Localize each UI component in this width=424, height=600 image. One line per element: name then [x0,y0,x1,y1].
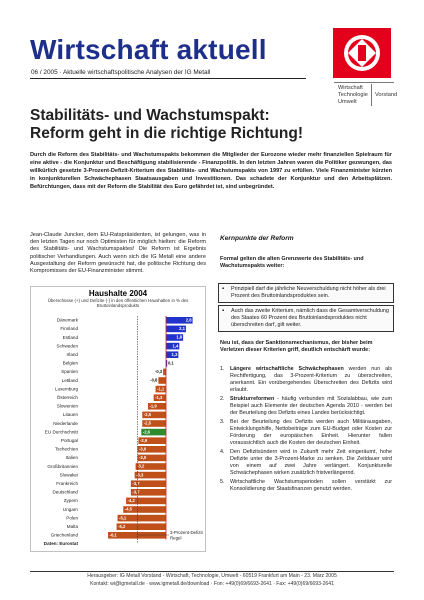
value-label: -2,5 [143,412,151,418]
value-label: -0,3 [154,369,163,375]
value-label: -1,1 [157,386,165,392]
category-label: Tschechien [55,446,78,452]
value-label: -5,2 [118,523,126,529]
reference-label-2: Regel [170,535,182,541]
category-label: EU Durchschnitt [44,429,78,435]
value-label: -0,8 [150,377,158,383]
reform-point: 2. Strukturreformen - häufig verbunden mit Sozialabbau, wie zum Beispiel auch Elemente der deutschen Agenda 2010 - werden bei der Beurteilung des Defizits eines Landes berücksichtigt. [220,396,392,416]
newsletter-title: Wirtschaft aktuell [30,34,267,65]
category-label: Daten: Eurostat [43,541,78,547]
category-label: Großbritannien [47,463,78,469]
logo-rule [334,82,394,83]
lead-paragraph: Durch die Reform des Stabilitäts- und Wachstumspakts bekommen die Mitglieder der Eurozone wieder mehr finanziellen Spielraum für eine aktive - die Konjunktur und Beschäftigung stabilisierende - Finanzpolitik. In den letzten Jahren waren die Politiker gezwungen, das willkürlich gesetzte 3-Prozent-Defizit-Kriterium des Stabilitäts- und Wachstumspakts von 1997 zu erfüllen. Viele Finanzminister kürzten in konjunkturellen Schwächephasen Staatsausgaben und Investitionen. Das schadete der Konjunktur und den Arbeitsplätzen. Befürchtungen, dass mit der Reform die Stabilität des Euro gefährdet ist, sind unbegründet. [30,152,392,190]
value-label: -5,1 [119,515,127,521]
dept-line-2: Technologie [338,92,368,98]
category-label: Italien [65,455,78,461]
value-label: -3,0 [139,446,147,452]
keypoints-list [218,283,394,334]
reform-point: 4. Den Defizitsündern wird in Zukunft mehr Zeit eingeräumt, hohe Defizite unter die 3-Prozent-Marke zu senken. Die Zeitdauer wird von einem auf zwei Jahre verlängert. Konjunkturelle Schwächephasen wirken zusätzlich fristverlängernd. [220,449,392,476]
value-label: -3,3 [136,472,144,478]
chart-subtitle: Überschüsse (+) und Defizite (-) in den öffentlichen Haushalten in % des Bruttoinlandsprodukts [47,298,189,309]
category-label: Frankreich [56,481,78,486]
reform-point: 5. Wirtschaftliche Wachstumsperioden sollen verstärkt zur Konsolidierung der Staatsfinanzen genutzt werden. [220,479,392,492]
value-label: 0,1 [167,360,174,366]
bar [163,369,166,376]
footer-publisher: Herausgeber: IG Metall Vorstand - Wirtschaft, Technologie, Umwelt - 60519 Frankfurt am Main - 23. März 2005 [87,573,337,579]
category-label: Portugal [60,438,78,443]
category-label: Niederlande [53,420,78,426]
category-label: Griechenland [50,532,78,538]
category-label: Zypern [63,498,78,504]
value-label: -3,7 [132,480,140,486]
category-label: Spanien [61,369,78,375]
chart-title: Haushalte 2004 [88,289,148,298]
keypoint-item: ▪ Auch das zweite Kriterium, nämlich dass die Gesamtverschuldung des Staates 60 Prozent des Bruttoinlandsproduktes nicht überschreiten darf, gilt weiter. [218,305,394,332]
category-label: Belgien [62,360,78,366]
bar [158,377,166,384]
category-label: Finnland [60,326,78,332]
value-label: 1,3 [171,351,178,357]
newsletter-subtitle: 06 / 2005 · Aktuelle wirtschaftspolitische Analysen der IG Metall [31,69,211,76]
value-label: -4,2 [127,498,135,504]
category-label: Slowakei [59,472,78,478]
reform-point: 1. Längere wirtschaftliche Schwächephasen werden nun als Rechtfertigung, das 3-Prozent-Kriterium zu überschreiten, anerkannt. Ein vorübergehendes Überschreiten des Defizits wird erlaubt. [220,366,392,393]
value-label: -4,5 [124,506,132,512]
footer-contact: Kontakt: wi@igmetall.de · www.igmetall.de/download · Fon: +49(0)69/6693-2641 · Fax: +49(0)69/6693-2641 [90,581,334,587]
sanctions-lead: Neu ist, dass der Sanktionsmechanismus, der bisher beim Verletzen dieser Kriterien griff, deutlich entschärft wurde: [220,340,373,354]
category-label: Dänemark [56,317,78,323]
dept-line-1: Wirtschaft [338,85,363,91]
value-label: -3,0 [139,455,147,461]
value-label: 2,1 [179,326,185,332]
value-label: -1,3 [155,394,163,400]
headline-line-2: Reform geht in die richtige Richtung! [30,125,303,142]
category-label: Litauen [62,412,78,418]
value-label: -1,9 [149,403,157,409]
header-rule [30,78,306,79]
board-label: Vorstand [375,92,398,98]
intro-paragraph: Jean-Claude Juncker, dem EU-Ratspräsidenten, ist gelungen, was in den letzten Tagen nur noch Optimisten für möglich hielten: die Reform des Stabilitäts- und Wachstumspaktes! Die Reform ist Ergebnis politischer Verhandlungen. Auch wenn sich die IG Metall eine andere Ausgestaltung der Reform gewünscht hat, die politische Richtung des Kompromisses der EU-Finanzminister stimmt. [30,232,206,275]
value-label: -2,9 [139,437,148,443]
value-label: -2,5 [143,420,151,426]
category-label: Polen [66,515,78,521]
category-label: Irland [66,352,78,357]
headline-line-1: Stabilitäts- und Wachstumspakt: [30,107,270,124]
category-label: Ungarn [62,506,78,512]
value-label: -6,1 [109,532,117,538]
category-label: Österreich [56,395,78,400]
keypoints-lead: Formal gelten die alten Grenzwerte des Stabilitäts- und Wachstumspakts weiter: [220,256,364,270]
footer-rule [30,571,394,572]
category-label: Malta [66,524,78,529]
ig-metall-logo [333,28,391,78]
value-label: -2,6 [142,429,151,435]
value-label: 1,4 [172,343,179,349]
dept-line-3: Umwelt [338,99,357,105]
category-label: Luxemburg [55,386,78,392]
keypoints-title: Kernpunkte der Reform [220,235,294,242]
category-label: Slowenien [56,403,78,409]
category-label: Lettland [61,377,78,383]
reference-label: 3-Prozent-Defizit [170,530,203,535]
budget-chart [30,286,206,552]
reform-point: 3. Bei der Beurteilung des Defizits werden auch Militärausgaben, Entwicklungshilfe, Nettobeiträge zum EU-Budget oder Kosten zur Förderung der europäischen Einheit. Hierunter fallen voraussichtlich auch die Kosten der deutschen Einheit. [220,419,392,446]
reform-points-list [220,366,392,495]
category-label: Estland [62,334,78,340]
value-label: -3,2 [137,463,145,469]
logo-separator [371,84,372,106]
keypoint-item: ▪ Prinzipiell darf die jährliche Neuverschuldung nicht höher als drei Prozent des Bruttoinlandsproduktes sein. [218,283,394,303]
value-label: 2,8 [185,317,192,323]
value-label: 1,8 [176,334,183,340]
category-label: Deutschland [52,489,78,495]
category-label: Schweden [56,343,78,349]
value-label: -3,7 [132,489,140,495]
